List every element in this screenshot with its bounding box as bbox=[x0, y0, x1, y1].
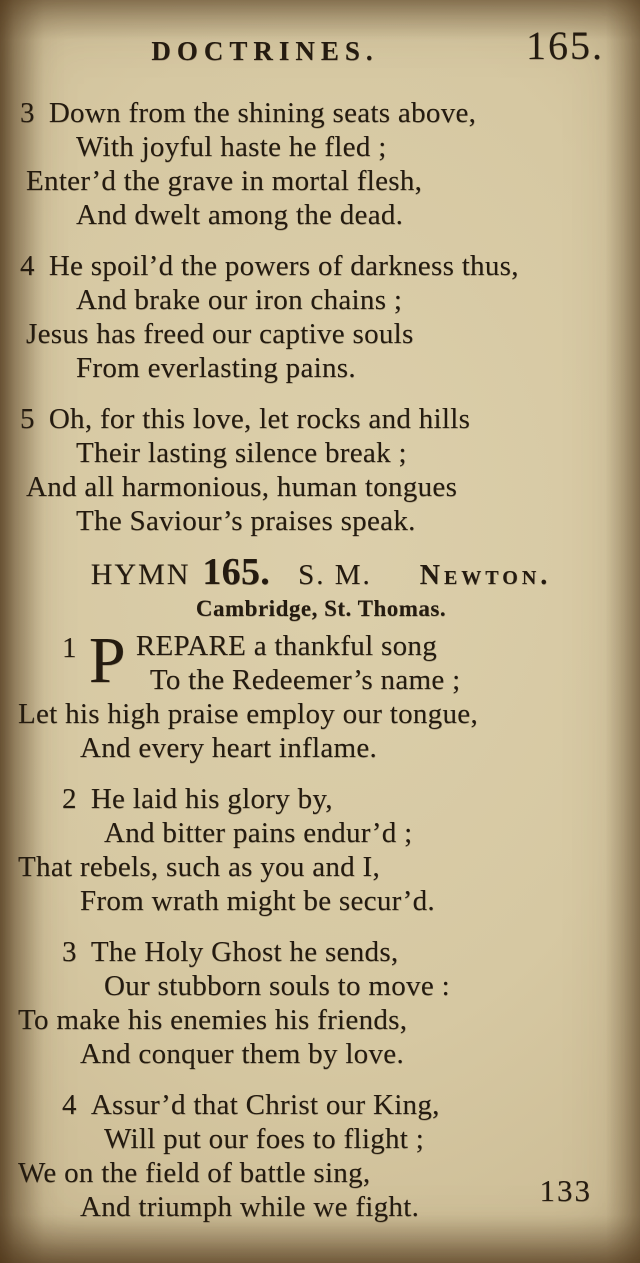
verse-line-text: He laid his glory by, bbox=[90, 783, 333, 815]
verse-line-text: Assur’d that Christ our King, bbox=[90, 1089, 440, 1121]
verse-line: And conquer them by love. bbox=[80, 1038, 405, 1070]
verse-line-text: Oh, for this love, let rocks and hills bbox=[48, 403, 471, 435]
verse-line: To the Redeemer’s name ; bbox=[149, 664, 461, 696]
hymn-label: HYMN bbox=[90, 558, 191, 591]
verse-line: And triumph while we fight. bbox=[80, 1191, 420, 1223]
running-title: DOCTRINES. bbox=[151, 36, 379, 66]
stanza-number: 4 bbox=[20, 250, 35, 282]
verse-line: And every heart inflame. bbox=[80, 732, 378, 764]
stanza bbox=[18, 402, 624, 538]
verse-line: Their lasting silence break ; bbox=[76, 437, 407, 469]
stanza-number: 4 bbox=[62, 1089, 77, 1121]
verse-line: And bitter pains endur’d ; bbox=[104, 817, 413, 849]
verse-line: Jesus has freed our captive souls bbox=[26, 318, 414, 350]
tune-names: Cambridge, St. Thomas. bbox=[195, 596, 447, 621]
verse-line-text: Down from the shining seats above, bbox=[48, 97, 477, 129]
stanza bbox=[18, 96, 624, 232]
stanza bbox=[18, 249, 624, 385]
hymn-heading bbox=[18, 551, 624, 593]
verse-line bbox=[20, 402, 624, 436]
verse-line: And dwelt among the dead. bbox=[76, 199, 404, 231]
verse-line: And all harmonious, human tongues bbox=[26, 471, 458, 503]
verse-line: To make his enemies his friends, bbox=[18, 1004, 408, 1036]
drop-cap-row bbox=[62, 624, 624, 697]
stanza-number: 3 bbox=[62, 936, 77, 968]
hymn-meter: S. M. bbox=[298, 559, 372, 591]
stanza-number: 2 bbox=[62, 783, 77, 815]
page-content bbox=[18, 96, 624, 1241]
verse-line bbox=[20, 249, 624, 283]
page-number-top: 165. bbox=[526, 23, 604, 68]
stanza-number: 5 bbox=[20, 403, 35, 435]
verse-line: Let his high praise employ our tongue, bbox=[18, 698, 479, 730]
verse-line: The Saviour’s praises speak. bbox=[76, 505, 416, 537]
stanza-number: 3 bbox=[20, 97, 35, 129]
verse-line: Enter’d the grave in mortal flesh, bbox=[26, 165, 423, 197]
page-number-bottom: 133 bbox=[539, 1173, 592, 1208]
verse-line: Will put our foes to flight ; bbox=[104, 1123, 425, 1155]
verse-line bbox=[62, 935, 624, 969]
stanza bbox=[18, 624, 624, 765]
verse-line: REPARE a thankful song bbox=[135, 630, 438, 662]
verse-line bbox=[20, 96, 624, 130]
drop-cap: P bbox=[88, 624, 126, 697]
verse-line bbox=[62, 1088, 624, 1122]
stanza-number: 1 bbox=[62, 632, 77, 664]
hymn-number: 165. bbox=[202, 551, 271, 593]
verse-line-text: The Holy Ghost he sends, bbox=[90, 936, 399, 968]
verse-line: From wrath might be secur’d. bbox=[80, 885, 435, 917]
stanza bbox=[18, 782, 624, 918]
verse-line: From everlasting pains. bbox=[76, 352, 356, 384]
verse-line-text: He spoil’d the powers of darkness thus, bbox=[48, 250, 519, 282]
verse-line: That rebels, such as you and I, bbox=[18, 851, 381, 883]
verse-line bbox=[62, 782, 624, 816]
verse-line: We on the field of battle sing, bbox=[18, 1157, 371, 1189]
stanza bbox=[18, 935, 624, 1071]
hymn-author: Newton. bbox=[419, 560, 552, 591]
verse-line: And brake our iron chains ; bbox=[76, 284, 403, 316]
stanza bbox=[18, 1088, 624, 1224]
drop-cap-lines bbox=[136, 629, 461, 697]
verse-line: With joyful haste he fled ; bbox=[76, 131, 387, 163]
verse-line: Our stubborn souls to move : bbox=[104, 970, 450, 1002]
